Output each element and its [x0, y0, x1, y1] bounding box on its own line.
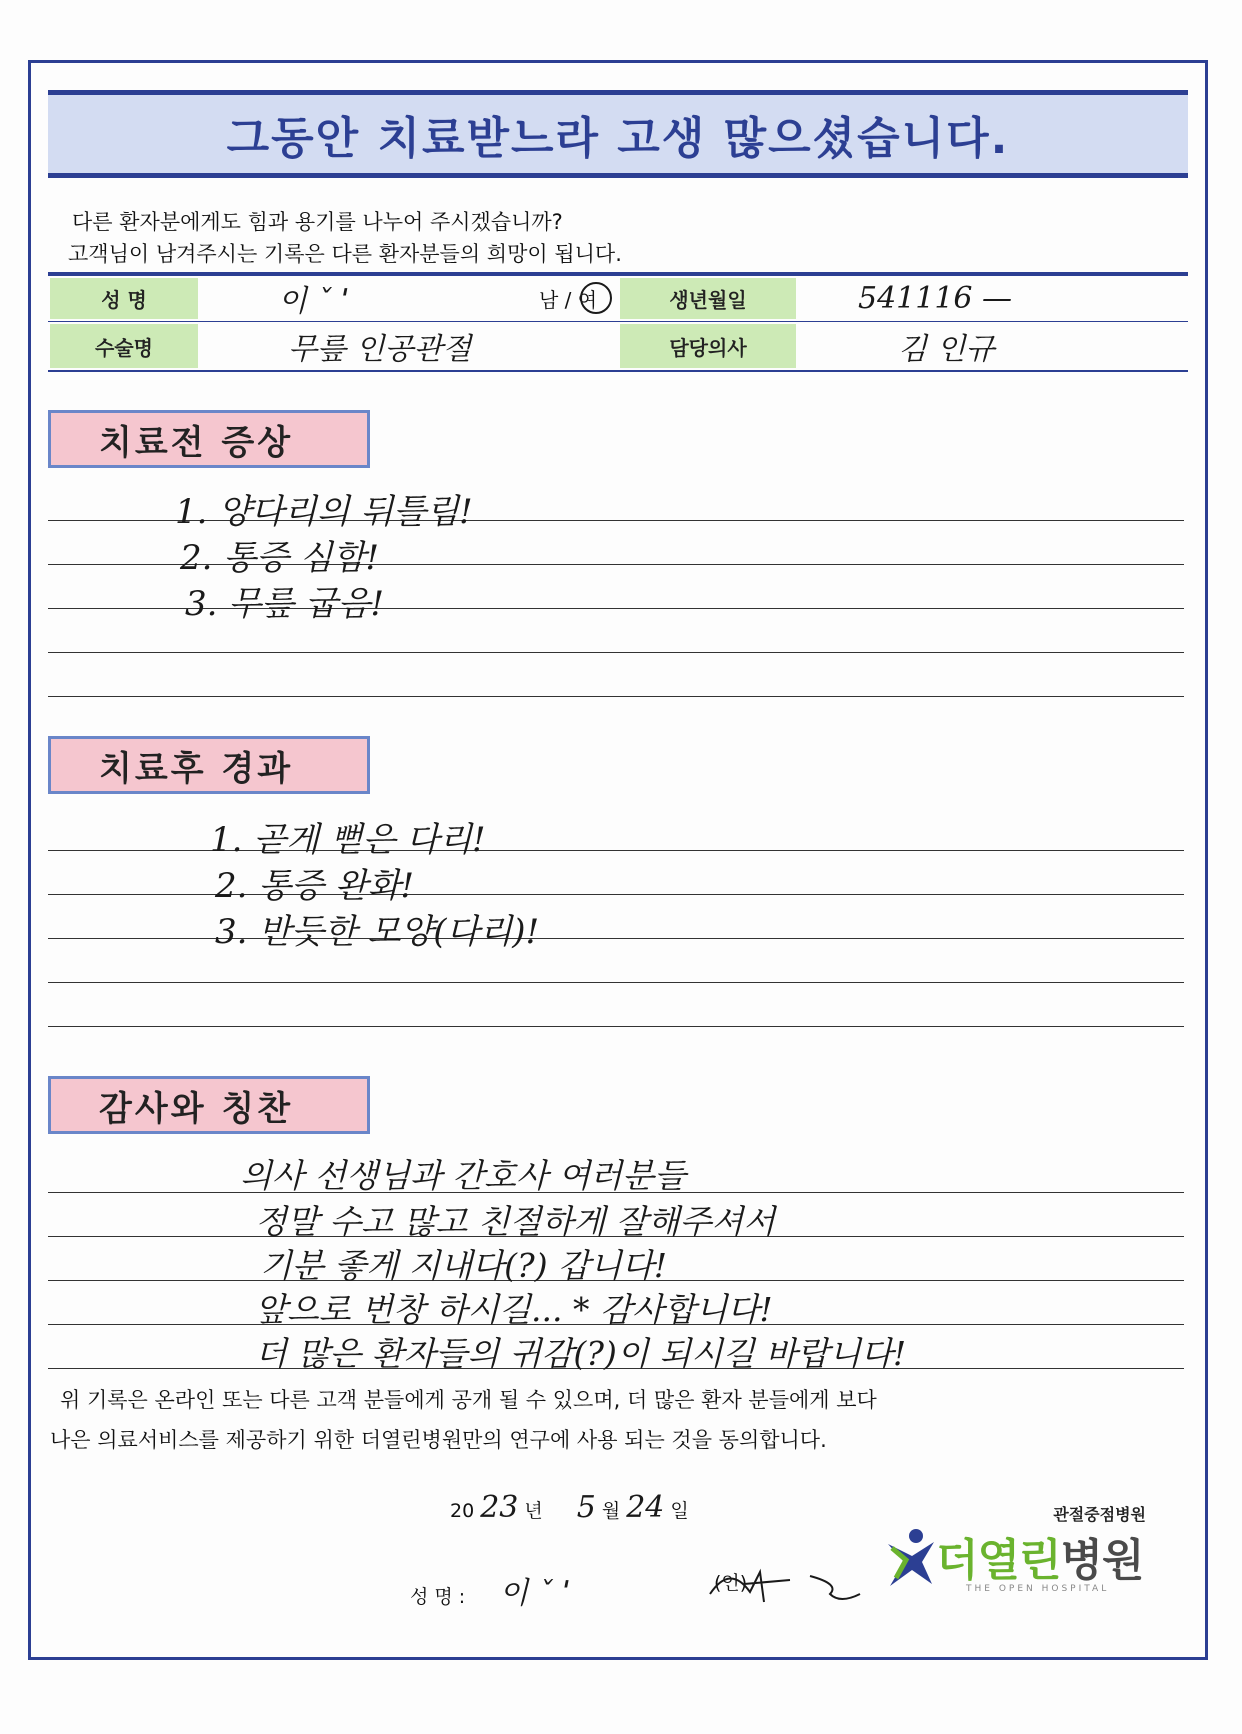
month-value: 5 [576, 1490, 596, 1525]
logo-name: 더열린병원 [936, 1535, 1144, 1586]
signature-row [410, 1568, 571, 1612]
consent-line-2: 나은 의료서비스를 제공하기 위한 더열린병원만의 연구에 사용 되는 것을 동의합니다. [50, 1428, 827, 1452]
surgery-value: 무릎 인공관절 [288, 332, 472, 367]
thanks-line-3: 기분 좋게 지내다(?) 갑니다! [260, 1246, 667, 1285]
writing-rule [48, 982, 1184, 983]
after-line-3: 3. 반듯한 모양(다리)! [215, 912, 540, 952]
consent-line-1: 위 기록은 온라인 또는 다른 고객 분들에게 공개 될 수 있으며, 더 많은 환자 분들에게 보다 [60, 1388, 877, 1412]
writing-rule [48, 696, 1184, 697]
intro-line-1: 다른 환자분에게도 힘과 용기를 나누어 주시겠습니까? [72, 210, 563, 234]
section-after-tag: 치료후 경과 [48, 736, 370, 794]
logo-english: THE OPEN HOSPITAL [966, 1584, 1110, 1594]
signature-name: 이 ˇ ˈ [499, 1576, 571, 1611]
name-label: 성 명 [50, 278, 198, 319]
gender-choice: 남 / 여 [518, 276, 618, 320]
section-before-tag: 치료전 증상 [48, 410, 370, 468]
hospital-logo [880, 1502, 1180, 1612]
thanks-line-5: 더 많은 환자들의 귀감(?)이 되시길 바랍니다! [255, 1334, 907, 1373]
title-banner [48, 90, 1188, 178]
birth-label: 생년월일 [620, 278, 796, 319]
after-line-1: 1. 곧게 뻗은 다리! [210, 820, 486, 860]
doctor-value: 김 인규 [898, 332, 995, 367]
logo-subtitle: 관절중점병원 [1053, 1505, 1146, 1524]
seal-label: (인) [714, 1572, 748, 1594]
page-title: 그동안 치료받느라 고생 많으셨습니다. [226, 113, 1010, 164]
before-line-3: 3. 무릎 굽음! [185, 584, 385, 624]
surgery-label: 수술명 [50, 324, 198, 368]
day-value: 24 [626, 1490, 665, 1525]
thanks-line-4: 앞으로 번창 하시길... * 감사합니다! [255, 1290, 773, 1329]
after-line-2: 2. 통증 완화! [215, 866, 415, 906]
circle-mark-icon [578, 280, 614, 316]
thanks-line-2: 정말 수고 많고 친절하게 잘해주셔서 [255, 1202, 776, 1241]
before-line-1: 1. 양다리의 뒤틀림! [175, 492, 473, 532]
section-thanks-tag: 감사와 칭찬 [48, 1076, 370, 1134]
writing-rule [48, 652, 1184, 653]
intro-line-2: 고객님이 남겨주시는 기록은 다른 환자분들의 희망이 됩니다. [68, 242, 622, 266]
doctor-label: 담당의사 [620, 324, 796, 368]
logo-figure-icon [882, 1526, 938, 1590]
handwritten-signature-icon [700, 1554, 870, 1614]
name-value: 이 ˇ ˈ [278, 284, 350, 319]
thanks-line-1: 의사 선생님과 간호사 여러분들 [240, 1156, 686, 1195]
signature-label: 성 명 : [410, 1586, 466, 1608]
patient-info-table [48, 272, 1188, 372]
date-row: 20 23 년 5 월 24 일 [450, 1490, 689, 1525]
birth-value: 541116 — [858, 280, 1013, 316]
year-value: 23 [480, 1490, 519, 1525]
writing-rule [48, 1026, 1184, 1027]
before-line-2: 2. 통증 심함! [180, 538, 380, 578]
